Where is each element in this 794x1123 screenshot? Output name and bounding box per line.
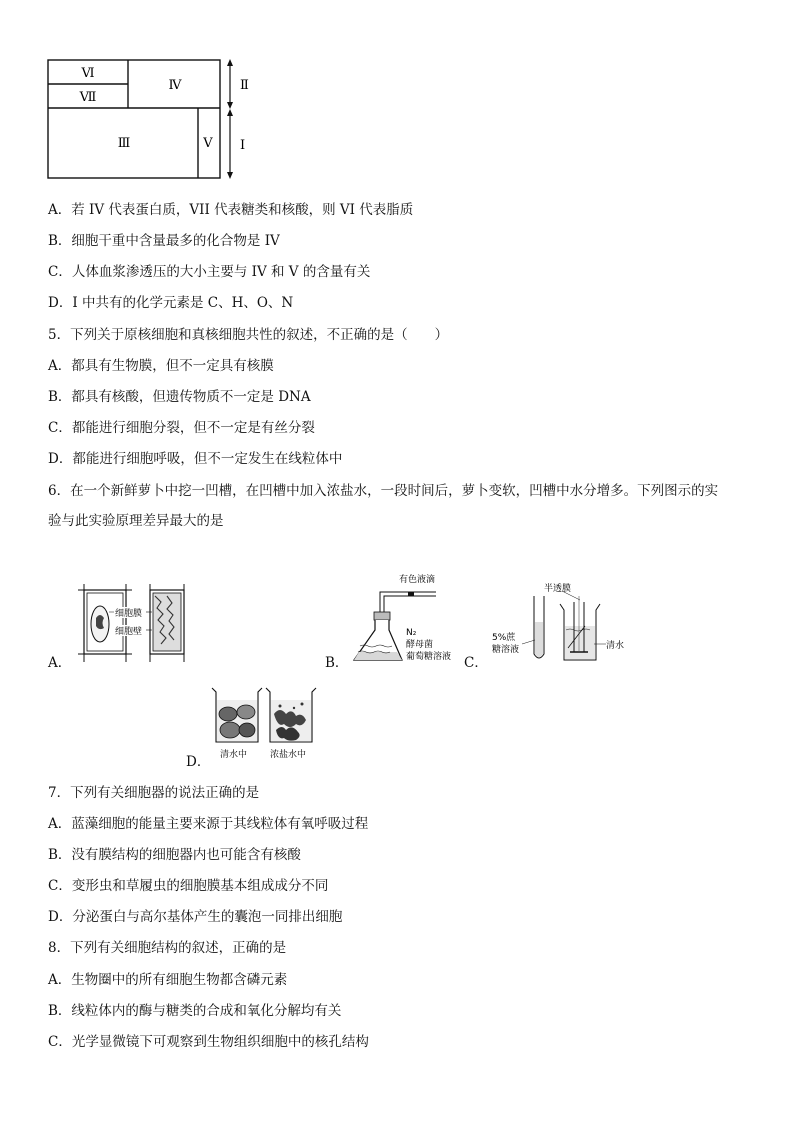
label-i: Ⅰ	[240, 138, 246, 153]
q4-option-c: C．人体血浆渗透压的大小主要与 IV 和 V 的含量有关	[48, 264, 371, 280]
q5-option-b: B．都具有核酸，但遗传物质不一定是 DNA	[48, 389, 311, 405]
label-ii: Ⅱ	[240, 78, 249, 93]
yeast-flask-figure	[344, 572, 460, 668]
q6-stem-line2: 验与此实验原理差异最大的是	[48, 513, 224, 529]
label-yeast: 酵母菌	[406, 640, 434, 650]
label-colored-drop: 有色液滴	[399, 575, 436, 585]
plasmolysis-cell-figure	[72, 582, 194, 668]
q4-option-d: D．I 中共有的化学元素是 C、H、O、N	[48, 295, 294, 311]
q5-option-a: A．都具有生物膜，但不一定具有核膜	[48, 358, 274, 374]
q7-stem: 7．下列有关细胞器的说法正确的是	[48, 785, 260, 801]
label-sucrose-2: 糖溶液	[492, 645, 520, 655]
q6-option-d-label: D．	[186, 754, 211, 770]
label-in-clear-water: 清水中	[220, 750, 248, 760]
label-in-brine: 浓盐水中	[270, 750, 307, 760]
label-glucose-solution: 葡萄糖溶液	[406, 652, 452, 662]
q7-option-b: B．没有膜结构的细胞器内也可能含有核酸	[48, 847, 301, 863]
q8-option-a: A．生物圈中的所有细胞生物都含磷元素	[48, 972, 288, 988]
label-cell-membrane: 细胞膜	[115, 609, 143, 619]
q6-option-c-label: C．	[464, 655, 488, 671]
q8-stem: 8．下列有关细胞结构的叙述，正确的是	[48, 940, 287, 956]
label-cell-wall: 细胞壁	[115, 627, 143, 637]
beaker-comparison-figure	[208, 684, 320, 764]
label-vii: Ⅶ	[79, 90, 97, 105]
q5-option-c: C．都能进行细胞分裂，但不一定是有丝分裂	[48, 420, 315, 436]
label-iii: Ⅲ	[117, 136, 131, 151]
q6-option-a-label: A．	[48, 655, 72, 671]
q4-option-b: B．细胞干重中含量最多的化合物是 IV	[48, 233, 280, 249]
q8-option-c: C．光学显微镜下可观察到生物组织细胞中的核孔结构	[48, 1034, 369, 1050]
q5-stem: 5．下列关于原核细胞和真核细胞共性的叙述，不正确的是（ ）	[48, 327, 449, 343]
label-iv: Ⅳ	[168, 78, 182, 93]
q7-option-a: A．蓝藻细胞的能量主要来源于其线粒体有氧呼吸过程	[48, 816, 369, 832]
label-n2: N₂	[406, 628, 417, 638]
label-clear-water: 清水	[606, 641, 625, 651]
label-v: Ⅴ	[203, 136, 213, 151]
q4-option-a: A．若 IV 代表蛋白质，VII 代表糖类和核酸，则 VI 代表脂质	[48, 202, 414, 218]
compound-box-diagram	[44, 56, 264, 186]
q7-option-c: C．变形虫和草履虫的细胞膜基本组成成分不同	[48, 878, 329, 894]
q5-option-d: D．都能进行细胞呼吸，但不一定发生在线粒体中	[48, 451, 343, 467]
label-semipermeable-membrane: 半透膜	[544, 584, 572, 594]
q6-stem-line1: 6．在一个新鲜萝卜中挖一凹槽，在凹槽中加入浓盐水，一段时间后，萝卜变软，凹槽中水分增多。下列图示的实	[48, 483, 719, 499]
osmosis-beaker-figure	[490, 582, 638, 668]
label-sucrose-1: 5%蔗	[492, 633, 516, 643]
q7-option-d: D．分泌蛋白与高尔基体产生的囊泡一同排出细胞	[48, 909, 343, 925]
q6-option-b-label: B．	[325, 655, 349, 671]
label-vi: Ⅵ	[81, 66, 95, 81]
q8-option-b: B．线粒体内的酶与糖类的合成和氧化分解均有关	[48, 1003, 342, 1019]
